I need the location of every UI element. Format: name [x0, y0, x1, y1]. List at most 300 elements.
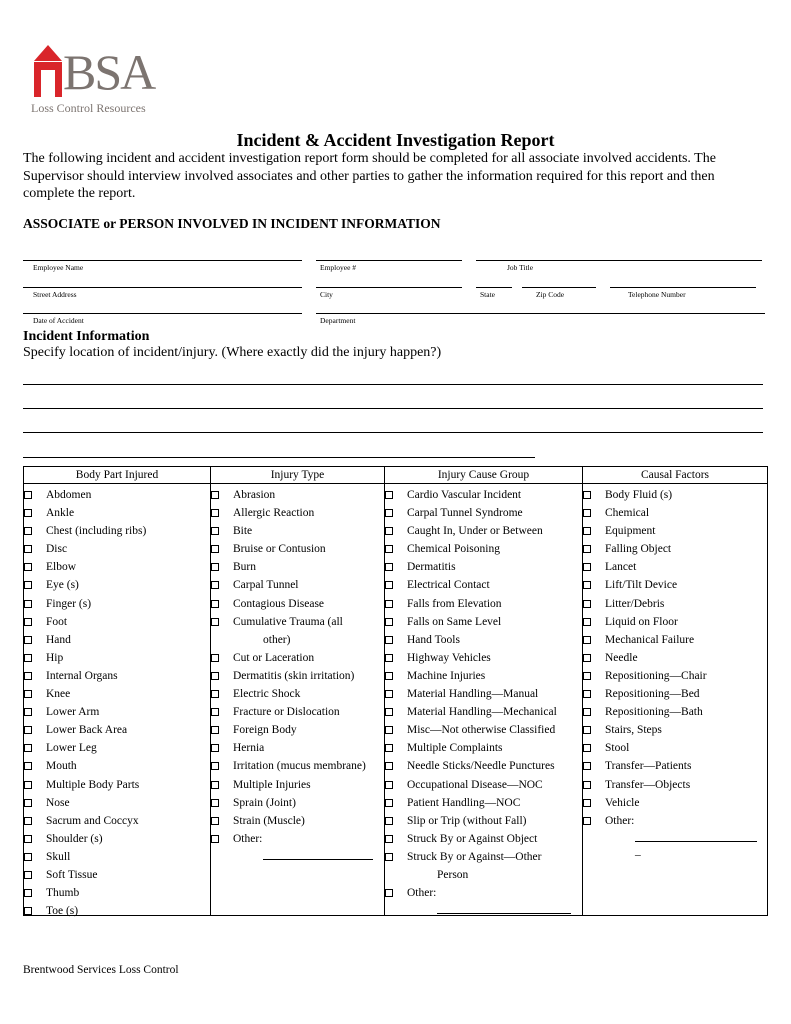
checkbox-label: Misc—Not otherwise Classified — [407, 724, 556, 737]
list-item — [583, 667, 767, 685]
state-label: State — [480, 290, 495, 299]
list-item — [24, 848, 210, 866]
checkbox[interactable] — [385, 600, 393, 608]
list-item — [385, 576, 582, 594]
checkbox[interactable] — [24, 835, 32, 843]
checkbox[interactable] — [211, 581, 219, 589]
list-item — [211, 721, 384, 739]
checkbox-label: Sacrum and Coccyx — [46, 814, 139, 827]
checkbox[interactable] — [24, 600, 32, 608]
checkbox-label: Foot — [46, 615, 68, 628]
checkbox[interactable] — [583, 527, 591, 535]
checkbox-label: Lower Leg — [46, 742, 97, 755]
list-item — [211, 739, 384, 757]
list-item — [583, 613, 767, 631]
checkbox-label: Shoulder (s) — [46, 832, 103, 845]
checkbox-label: Multiple Complaints — [407, 742, 503, 755]
checkbox-label: Caught In, Under or Between — [407, 525, 543, 538]
list-item — [24, 830, 210, 848]
list-item — [583, 812, 767, 830]
list-item — [583, 504, 767, 522]
checkbox-label: Disc — [46, 543, 68, 556]
checkbox-label: Hand — [46, 633, 71, 646]
list-item — [211, 703, 384, 721]
list-item — [211, 595, 384, 613]
list-item — [211, 613, 384, 631]
checkbox[interactable] — [385, 726, 393, 734]
checkbox[interactable] — [583, 563, 591, 571]
checkbox[interactable] — [24, 726, 32, 734]
causal-factors-column — [583, 467, 767, 915]
list-item — [385, 776, 582, 794]
checkbox-label: Mouth — [46, 760, 77, 773]
checkbox[interactable] — [385, 581, 393, 589]
causal-factors-list — [583, 484, 767, 860]
checkbox[interactable] — [24, 889, 32, 897]
checkbox-label: Abdomen — [46, 489, 92, 501]
checkbox-label: Transfer—Patients — [605, 760, 692, 773]
checkbox[interactable] — [583, 654, 591, 662]
incident-info-heading: Incident Information — [23, 329, 150, 344]
checkbox-label: Sprain (Joint) — [233, 796, 296, 809]
checkbox-label: Thumb — [46, 887, 80, 900]
list-item — [583, 739, 767, 757]
list-item — [211, 540, 384, 558]
checkbox[interactable] — [583, 762, 591, 770]
checkbox[interactable] — [385, 781, 393, 789]
list-item — [385, 486, 582, 504]
list-item — [211, 685, 384, 703]
list-item — [385, 721, 582, 739]
checkbox-label: Allergic Reaction — [233, 507, 315, 520]
checkbox[interactable] — [583, 799, 591, 807]
checkbox[interactable] — [385, 654, 393, 662]
job-title-label: Job Title — [507, 263, 534, 272]
list-item — [211, 830, 384, 848]
list-item — [385, 613, 582, 631]
list-item — [24, 613, 210, 631]
list-item — [211, 667, 384, 685]
checkbox-label: Falls from Elevation — [407, 597, 502, 610]
list-item — [583, 576, 767, 594]
logo-mark-icon — [30, 45, 66, 97]
employee-number-field[interactable] — [316, 260, 462, 272]
checkbox[interactable] — [24, 744, 32, 752]
cause-group-list — [385, 484, 582, 914]
cause-group-other-blank[interactable] — [437, 902, 571, 914]
checkbox-label: Material Handling—Mechanical — [407, 706, 557, 719]
list-item — [24, 685, 210, 703]
checkbox[interactable] — [211, 527, 219, 535]
checkbox-label: Needle — [605, 651, 638, 664]
checkbox[interactable] — [385, 817, 393, 825]
checkbox[interactable] — [24, 491, 32, 499]
checkbox[interactable] — [211, 491, 219, 499]
injury-checklist-table — [23, 466, 768, 916]
checkbox-label: Electric Shock — [233, 688, 301, 701]
checkbox[interactable] — [583, 581, 591, 589]
checkbox[interactable] — [385, 563, 393, 571]
list-item — [24, 776, 210, 794]
checkbox[interactable] — [24, 636, 32, 644]
list-item — [583, 649, 767, 667]
checkbox-label: Ankle — [46, 507, 75, 520]
checkbox-label: Slip or Trip (without Fall) — [407, 814, 527, 827]
checkbox-label: Bruise or Contusion — [233, 543, 326, 556]
checkbox-label: Repositioning—Chair — [605, 669, 707, 682]
list-item — [385, 703, 582, 721]
list-item — [211, 522, 384, 540]
checkbox-label: Elbow — [46, 561, 77, 574]
list-item — [24, 649, 210, 667]
list-item — [583, 794, 767, 812]
checkbox-label: Finger (s) — [46, 597, 92, 610]
checkbox[interactable] — [211, 708, 219, 716]
checkbox-label: Burn — [233, 561, 256, 574]
cause-group-header: Injury Cause Group — [385, 467, 582, 484]
cause-group-column — [385, 467, 583, 915]
checkbox-label: Dermatitis (skin irritation) — [233, 669, 355, 682]
checkbox-label: Hernia — [233, 742, 265, 755]
checkbox[interactable] — [583, 726, 591, 734]
logo-tagline: Loss Control Resources — [31, 101, 146, 115]
list-item — [211, 576, 384, 594]
checkbox-label: Fracture or Dislocation — [233, 706, 340, 719]
checkbox-label: Falls on Same Level — [407, 615, 502, 628]
checkbox[interactable] — [211, 744, 219, 752]
list-item — [385, 830, 582, 848]
list-item — [385, 848, 582, 866]
checkbox[interactable] — [24, 817, 32, 825]
telephone-label: Telephone Number — [628, 290, 686, 299]
checkbox-label: Lift/Tilt Device — [605, 579, 678, 592]
checkbox[interactable] — [583, 781, 591, 789]
checkbox[interactable] — [211, 545, 219, 553]
list-item — [24, 703, 210, 721]
date-of-accident-field[interactable] — [23, 313, 302, 325]
checkbox[interactable] — [24, 527, 32, 535]
list-item — [211, 649, 384, 667]
list-item — [24, 576, 210, 594]
checkbox[interactable] — [24, 853, 32, 861]
location-answer-line-2[interactable] — [23, 408, 763, 409]
list-item — [24, 812, 210, 830]
list-item — [583, 540, 767, 558]
list-item — [211, 776, 384, 794]
checkbox[interactable] — [24, 509, 32, 517]
list-item — [385, 631, 582, 649]
checkbox-label: Skull — [46, 850, 71, 863]
date-of-accident-label: Date of Accident — [33, 316, 84, 325]
checkbox-label: Liquid on Floor — [605, 615, 678, 628]
checkbox-label: Carpal Tunnel Syndrome — [407, 507, 523, 520]
list-item — [385, 595, 582, 613]
checkbox-label: Multiple Injuries — [233, 778, 311, 791]
checkbox-label: Struck By or Against Object — [407, 832, 538, 845]
list-item — [211, 486, 384, 504]
checkbox-label: Material Handling—Manual — [407, 688, 539, 701]
list-item — [385, 558, 582, 576]
checkbox-label: Falling Object — [605, 543, 672, 556]
list-item — [385, 522, 582, 540]
checkbox[interactable] — [385, 672, 393, 680]
checkbox[interactable] — [385, 889, 393, 897]
causal-factors-trailing: _ — [635, 844, 641, 857]
checkbox-label: Stool — [605, 742, 630, 755]
checkbox[interactable] — [24, 654, 32, 662]
checkbox-label: Vehicle — [605, 796, 640, 809]
checkbox-label: Contagious Disease — [233, 597, 325, 610]
list-item — [583, 595, 767, 613]
list-item — [24, 522, 210, 540]
checkbox[interactable] — [583, 744, 591, 752]
bsa-logo — [30, 45, 155, 117]
checkbox[interactable] — [385, 853, 393, 861]
list-item — [385, 685, 582, 703]
list-item — [24, 884, 210, 902]
list-item — [24, 486, 210, 504]
list-item — [211, 504, 384, 522]
body-part-column — [24, 467, 211, 918]
checkbox[interactable] — [385, 545, 393, 553]
checkbox[interactable] — [385, 636, 393, 644]
checkbox[interactable] — [583, 817, 591, 825]
checkbox[interactable] — [583, 509, 591, 517]
street-address-field[interactable] — [23, 287, 302, 299]
list-item — [385, 757, 582, 775]
checkbox[interactable] — [211, 672, 219, 680]
checkbox-label: Internal Organs — [46, 669, 118, 682]
city-label: City — [320, 290, 333, 299]
causal-factors-other-blank[interactable] — [635, 830, 757, 842]
checkbox-label: Body Fluid (s) — [605, 489, 673, 501]
checkbox[interactable] — [24, 871, 32, 879]
checkbox[interactable] — [385, 744, 393, 752]
checkbox-label: Mechanical Failure — [605, 633, 695, 646]
checkbox[interactable] — [385, 835, 393, 843]
list-item — [211, 812, 384, 830]
checkbox-label: Struck By or Against—Other — [407, 850, 542, 863]
checkbox-label: Lancet — [605, 561, 637, 574]
checkbox[interactable] — [583, 545, 591, 553]
checkbox[interactable] — [211, 600, 219, 608]
list-item — [211, 757, 384, 775]
list-item — [24, 757, 210, 775]
checkbox-label: Chemical — [605, 507, 650, 520]
list-item — [385, 794, 582, 812]
checkbox[interactable] — [211, 799, 219, 807]
checkbox[interactable] — [385, 509, 393, 517]
checkbox-label: Lower Back Area — [46, 724, 128, 737]
checkbox-label: Bite — [233, 525, 253, 538]
checkbox-label: Highway Vehicles — [407, 651, 491, 664]
injury-type-list — [211, 484, 384, 860]
street-address-label: Street Address — [33, 290, 77, 299]
checkbox[interactable] — [24, 907, 32, 915]
list-item — [24, 667, 210, 685]
checkbox-label: Toe (s) — [46, 905, 79, 918]
list-item — [583, 776, 767, 794]
checkbox-label: Cut or Laceration — [233, 651, 315, 664]
checkbox[interactable] — [385, 618, 393, 626]
checkbox-label: Transfer—Objects — [605, 778, 691, 791]
checkbox[interactable] — [24, 672, 32, 680]
checkbox[interactable] — [24, 545, 32, 553]
checkbox-label: Other: — [407, 887, 437, 900]
checkbox[interactable] — [385, 762, 393, 770]
checkbox[interactable] — [583, 600, 591, 608]
list-item-continuation: Person — [437, 868, 469, 881]
checkbox-label: Cumulative Trauma (all — [233, 615, 343, 628]
checkbox[interactable] — [211, 618, 219, 626]
list-item — [24, 504, 210, 522]
report-title: Incident & Accident Investigation Report — [236, 130, 555, 150]
checkbox[interactable] — [24, 762, 32, 770]
list-item — [211, 558, 384, 576]
list-item — [24, 739, 210, 757]
list-item — [583, 558, 767, 576]
list-item — [211, 794, 384, 812]
incident-location-question: Specify location of incident/injury. (Where exactly did the injury happen?) — [23, 345, 442, 360]
checkbox[interactable] — [583, 491, 591, 499]
checkbox-label: Knee — [46, 688, 71, 701]
checkbox[interactable] — [583, 708, 591, 716]
checkbox-label: Lower Arm — [46, 706, 100, 719]
list-item — [24, 631, 210, 649]
state-field[interactable] — [476, 287, 512, 299]
checkbox-label: Patient Handling—NOC — [407, 796, 521, 809]
list-item — [24, 540, 210, 558]
injury-type-header: Injury Type — [211, 467, 384, 484]
list-item — [24, 902, 210, 920]
checkbox[interactable] — [211, 690, 219, 698]
telephone-field[interactable] — [610, 287, 756, 299]
list-item — [583, 757, 767, 775]
location-answer-line-4[interactable] — [23, 457, 535, 458]
checkbox-label: Chemical Poisoning — [407, 543, 500, 556]
checkbox[interactable] — [583, 672, 591, 680]
department-field[interactable] — [316, 313, 765, 325]
checkbox[interactable] — [211, 817, 219, 825]
checkbox-label: Other: — [605, 814, 635, 827]
checkbox[interactable] — [211, 654, 219, 662]
page-footer: Brentwood Services Loss Control — [23, 964, 179, 976]
checkbox-label: Strain (Muscle) — [233, 814, 305, 827]
checkbox-label: Cardio Vascular Incident — [407, 489, 522, 501]
checkbox[interactable] — [385, 799, 393, 807]
checkbox-label: Stairs, Steps — [605, 724, 662, 737]
list-item — [583, 685, 767, 703]
checkbox-label: Hip — [46, 651, 64, 664]
list-item — [385, 504, 582, 522]
employee-number-label: Employee # — [320, 263, 357, 272]
checkbox[interactable] — [385, 690, 393, 698]
checkbox-label: Hand Tools — [407, 633, 460, 646]
checkbox[interactable] — [211, 762, 219, 770]
list-item — [583, 703, 767, 721]
location-answer-line-1[interactable] — [23, 384, 763, 385]
list-item — [385, 884, 582, 902]
checkbox[interactable] — [211, 835, 219, 843]
list-item — [583, 486, 767, 504]
checkbox[interactable] — [385, 527, 393, 535]
checkbox[interactable] — [24, 708, 32, 716]
injury-type-column — [211, 467, 385, 915]
checkbox-label: Repositioning—Bath — [605, 706, 703, 719]
logo-name: BSA — [63, 44, 155, 100]
employee-name-field[interactable] — [23, 260, 302, 272]
list-item — [24, 558, 210, 576]
checkbox[interactable] — [583, 636, 591, 644]
checkbox[interactable] — [385, 708, 393, 716]
list-item — [583, 631, 767, 649]
list-item — [385, 667, 582, 685]
checkbox-label: Litter/Debris — [605, 597, 665, 610]
checkbox-label: Occupational Disease—NOC — [407, 778, 543, 791]
checkbox-label: Irritation (mucus membrane) — [233, 760, 366, 773]
list-item — [583, 721, 767, 739]
checkbox[interactable] — [211, 509, 219, 517]
checkbox-label: Abrasion — [233, 489, 276, 501]
causal-factors-header: Causal Factors — [583, 467, 767, 484]
list-item — [24, 721, 210, 739]
list-item — [583, 522, 767, 540]
job-title-field[interactable] — [476, 260, 762, 272]
injury-type-other-blank[interactable] — [263, 848, 373, 860]
checkbox[interactable] — [24, 799, 32, 807]
checkbox-label: Soft Tissue — [46, 868, 98, 881]
body-part-list — [24, 484, 210, 920]
checkbox[interactable] — [211, 726, 219, 734]
checkbox[interactable] — [24, 563, 32, 571]
checkbox-label: Equipment — [605, 525, 656, 538]
checkbox-label: Foreign Body — [233, 724, 297, 737]
checkbox[interactable] — [24, 581, 32, 589]
checkbox-label: Dermatitis — [407, 561, 456, 574]
checkbox-label: Eye (s) — [46, 579, 79, 592]
body-part-header: Body Part Injured — [24, 467, 210, 484]
department-label: Department — [320, 316, 356, 325]
checkbox[interactable] — [24, 781, 32, 789]
list-item — [385, 540, 582, 558]
checkbox[interactable] — [211, 563, 219, 571]
city-field[interactable] — [316, 287, 462, 299]
checkbox-label: Multiple Body Parts — [46, 778, 140, 791]
checkbox[interactable] — [583, 690, 591, 698]
location-answer-line-3[interactable] — [23, 432, 763, 433]
checkbox-label: Nose — [46, 796, 70, 809]
list-item — [24, 794, 210, 812]
list-item — [385, 649, 582, 667]
list-item — [385, 739, 582, 757]
checkbox-label: Carpal Tunnel — [233, 579, 299, 592]
list-item — [385, 812, 582, 830]
zip-code-field[interactable] — [522, 287, 596, 299]
checkbox-label: Machine Injuries — [407, 669, 486, 682]
list-item — [24, 866, 210, 884]
checkbox[interactable] — [24, 618, 32, 626]
checkbox-label: Repositioning—Bed — [605, 688, 700, 701]
employee-name-label: Employee Name — [33, 263, 84, 272]
checkbox-label: Chest (including ribs) — [46, 525, 147, 538]
checkbox-label: Electrical Contact — [407, 579, 490, 592]
checkbox[interactable] — [583, 618, 591, 626]
checkbox[interactable] — [385, 491, 393, 499]
checkbox[interactable] — [211, 781, 219, 789]
checkbox-label: Needle Sticks/Needle Punctures — [407, 760, 555, 773]
intro-paragraph: The following incident and accident investigation report form should be completed for all associate involved accidents. The Supervisor should interview involved associates and other parties to gather the information required for this report and then complete the report. — [23, 151, 716, 201]
checkbox[interactable] — [24, 690, 32, 698]
